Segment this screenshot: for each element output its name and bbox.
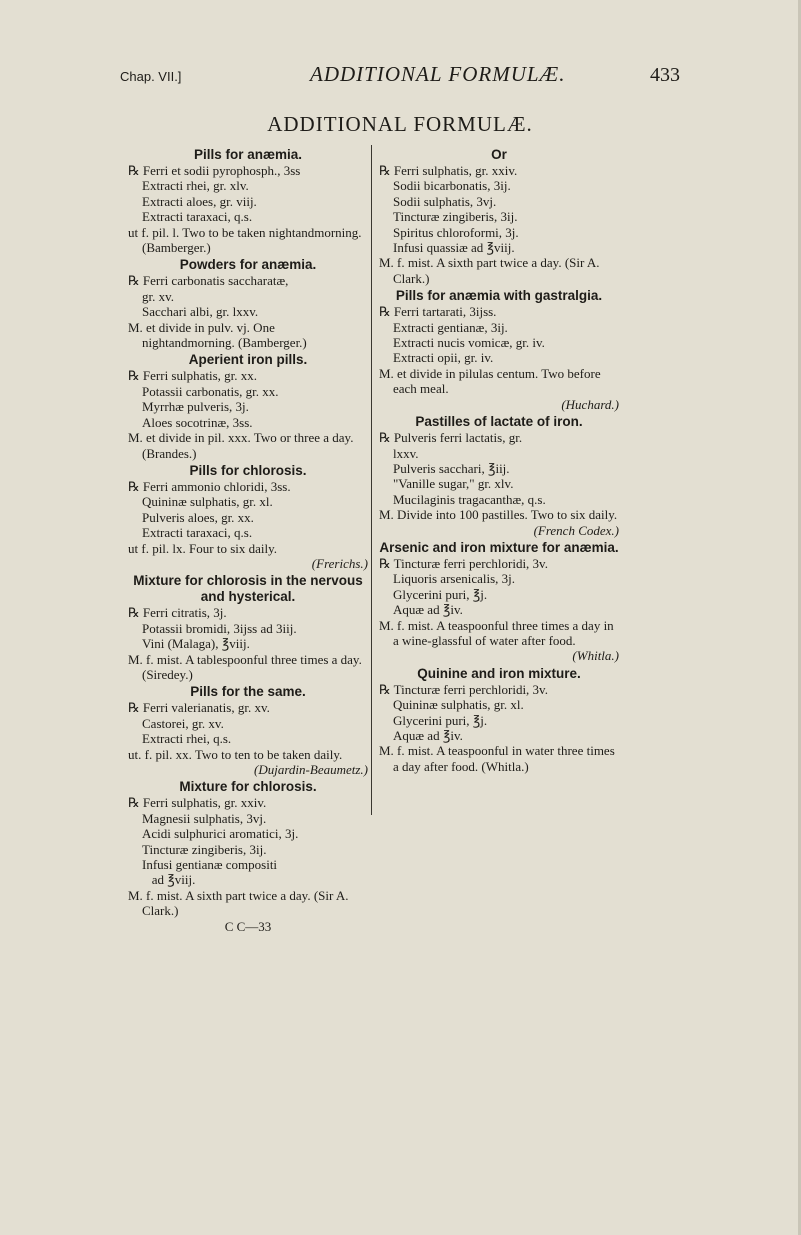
- right-directions: M. f. mist. A sixth part twice a day. (Sir A. Clark.): [379, 255, 600, 286]
- left-ingredient: Aloes socotrinæ, 3ss.: [142, 414, 253, 430]
- running-title: ADDITIONAL FORMULÆ.: [310, 62, 566, 86]
- right-ingredient: Extracti opii, gr. iv.: [393, 350, 494, 366]
- left-ingredient: ad ℥viij.: [142, 872, 196, 888]
- column-divider: [371, 145, 372, 815]
- right-directions: M. Divide into 100 pastilles. Two to six daily.: [379, 507, 618, 523]
- left-ingredient: Castorei, gr. xv.: [142, 715, 224, 731]
- right-heading: Arsenic and iron mixture for anæmia.: [379, 539, 619, 555]
- left-directions: M. f. mist. A sixth part twice a day. (Sir A. Clark.): [128, 887, 349, 919]
- right-ingredient: Extracti gentianæ, 3ij.: [393, 319, 508, 335]
- right-directions: M. f. mist. A teaspoonful in water three times a day after food. (Whitla.): [379, 743, 615, 774]
- right-ingredient: Sodii bicarbonatis, 3ij.: [393, 178, 511, 194]
- page-title: ADDITIONAL FORMULÆ.: [267, 112, 533, 136]
- left-directions: M. f. mist. A tablespoonful three times a day. (Siredey.): [128, 651, 362, 682]
- left-heading: Pills for chlorosis.: [189, 462, 307, 478]
- left-prescription-line: ℞ Ferri sulphatis, gr. xx.: [128, 368, 258, 384]
- right-heading: Quinine and iron mixture.: [417, 665, 581, 681]
- left-heading: Mixture for chlorosis.: [179, 779, 317, 795]
- left-prescription-line: ℞ Ferri carbonatis saccharatæ,: [128, 273, 289, 289]
- right-prescription-line: ℞ Ferri sulphatis, gr. xxiv.: [379, 163, 518, 178]
- left-ingredient: Sacchari albi, gr. lxxv.: [142, 304, 259, 320]
- left-ingredient: Extracti taraxaci, q.s.: [142, 209, 253, 225]
- right-ingredient: lxxv.: [393, 445, 419, 461]
- right-ingredient: Glycerini puri, ℥j.: [393, 712, 488, 728]
- left-ingredient: Potassii bromidi, 3ijss ad 3iij.: [142, 620, 297, 636]
- right-prescription-line: ℞ Pulveris ferri lactatis, gr.: [379, 430, 523, 446]
- right-ingredient: "Vanille sugar," gr. xlv.: [393, 476, 514, 492]
- right-directions: M. f. mist. A teaspoonful three times a day in a wine-glassful of water after food.: [379, 617, 614, 648]
- left-directions: M. et divide in pulv. vj. One nightandmorning. (Bamberger.): [128, 319, 307, 351]
- left-attribution: (Dujardin-Beaumetz.): [254, 762, 368, 777]
- right-heading: Pills for anæmia with gastralgia.: [395, 288, 603, 304]
- right-ingredient: Pulveris sacchari, ℥iij.: [393, 460, 510, 476]
- left-ingredient: Extracti rhei, q.s.: [142, 731, 232, 747]
- left-prescription-line: ℞ Ferri citratis, 3j.: [128, 605, 227, 621]
- right-ingredient: Aquæ ad ℥iv.: [393, 602, 463, 618]
- right-attribution: (Whitla.): [572, 648, 619, 664]
- right-attribution: (French Codex.): [533, 522, 619, 538]
- left-ingredient: Tincturæ zingiberis, 3ij.: [142, 841, 267, 857]
- right-ingredient: Infusi quassiæ ad ℥viij.: [393, 240, 515, 256]
- left-prescription-line: ℞ Ferri valerianatis, gr. xv.: [128, 700, 270, 716]
- left-ingredient: Myrrhæ pulveris, 3j.: [142, 399, 249, 415]
- right-ingredient: Mucilaginis tragacanthæ, q.s.: [393, 491, 546, 507]
- left-heading: Pills for anæmia.: [193, 147, 303, 162]
- right-ingredient: Sodii sulphatis, 3vj.: [393, 193, 497, 209]
- page-number: 433: [650, 64, 680, 86]
- left-ingredient: Extracti aloes, gr. viij.: [142, 193, 257, 209]
- left-ingredient: Infusi gentianæ compositi: [142, 857, 278, 873]
- right-heading: Or: [491, 147, 507, 162]
- running-header: [120, 60, 680, 90]
- left-directions: M. et divide in pil. xxx. Two or three a day. (Brandes.): [128, 430, 354, 461]
- left-heading: Pills for the same.: [190, 684, 306, 700]
- right-ingredient: Extracti nucis vomicæ, gr. iv.: [393, 335, 545, 351]
- right-ingredient: Glycerini puri, ℥j.: [393, 586, 488, 602]
- left-ingredient: Quininæ sulphatis, gr. xl.: [142, 494, 273, 510]
- left-ingredient: Acidi sulphurici aromatici, 3j.: [142, 826, 299, 842]
- left-ingredient: gr. xv.: [142, 288, 175, 304]
- right-ingredient: Liquoris arsenicalis, 3j.: [393, 571, 516, 587]
- left-ingredient: Magnesii sulphatis, 3vj.: [142, 810, 267, 826]
- left-ingredient: Pulveris aloes, gr. xx.: [142, 509, 254, 525]
- left-directions: ut f. pil. lx. Four to six daily.: [128, 540, 278, 556]
- left-prescription-line: ℞ Ferri sulphatis, gr. xxiv.: [128, 795, 267, 811]
- left-ingredient: Potassii carbonatis, gr. xx.: [142, 383, 279, 399]
- right-prescription-line: ℞ Ferri tartarati, 3ijss.: [379, 304, 497, 320]
- left-heading: Mixture for chlorosis in the nervous and hysterical.: [133, 573, 363, 605]
- right-prescription-line: ℞ Tincturæ ferri perchloridi, 3v.: [379, 555, 548, 571]
- right-column: [379, 145, 619, 774]
- left-column: [128, 145, 368, 934]
- right-ingredient: Tincturæ zingiberis, 3ij.: [393, 209, 518, 225]
- right-prescription-line: ℞ Tincturæ ferri perchloridi, 3v.: [379, 681, 548, 697]
- right-ingredient: Quininæ sulphatis, gr. xl.: [393, 697, 524, 713]
- right-ingredient: Spiritus chloroformi, 3j.: [393, 224, 519, 240]
- left-directions: ut. f. pil. xx. Two to ten to be taken daily.: [128, 746, 343, 762]
- left-ingredient: Vini (Malaga), ℥viij.: [142, 636, 250, 652]
- right-ingredient: Aquæ ad ℥iv.: [393, 728, 463, 743]
- left-directions: ut f. pil. l. Two to be taken nightandmorning. (Bamberger.): [128, 224, 362, 256]
- left-ingredient: Extracti taraxaci, q.s.: [142, 525, 253, 541]
- right-attribution: (Huchard.): [561, 396, 619, 412]
- left-heading: Aperient iron pills.: [188, 352, 308, 368]
- left-heading: Powders for anæmia.: [179, 257, 317, 273]
- left-prescription-line: ℞ Ferri et sodii pyrophosph., 3ss: [128, 163, 301, 178]
- right-heading: Pastilles of lactate of iron.: [415, 414, 583, 430]
- left-attribution: (Frerichs.): [311, 555, 368, 571]
- left-ingredient: Extracti rhei, gr. xlv.: [142, 178, 249, 194]
- left-prescription-line: ℞ Ferri ammonio chloridi, 3ss.: [128, 478, 291, 494]
- right-directions: M. et divide in pilulas centum. Two before each meal.: [379, 365, 601, 397]
- chapter-label: Chap. VII.]: [120, 69, 182, 84]
- left-signature-mark: C C—33: [224, 918, 272, 934]
